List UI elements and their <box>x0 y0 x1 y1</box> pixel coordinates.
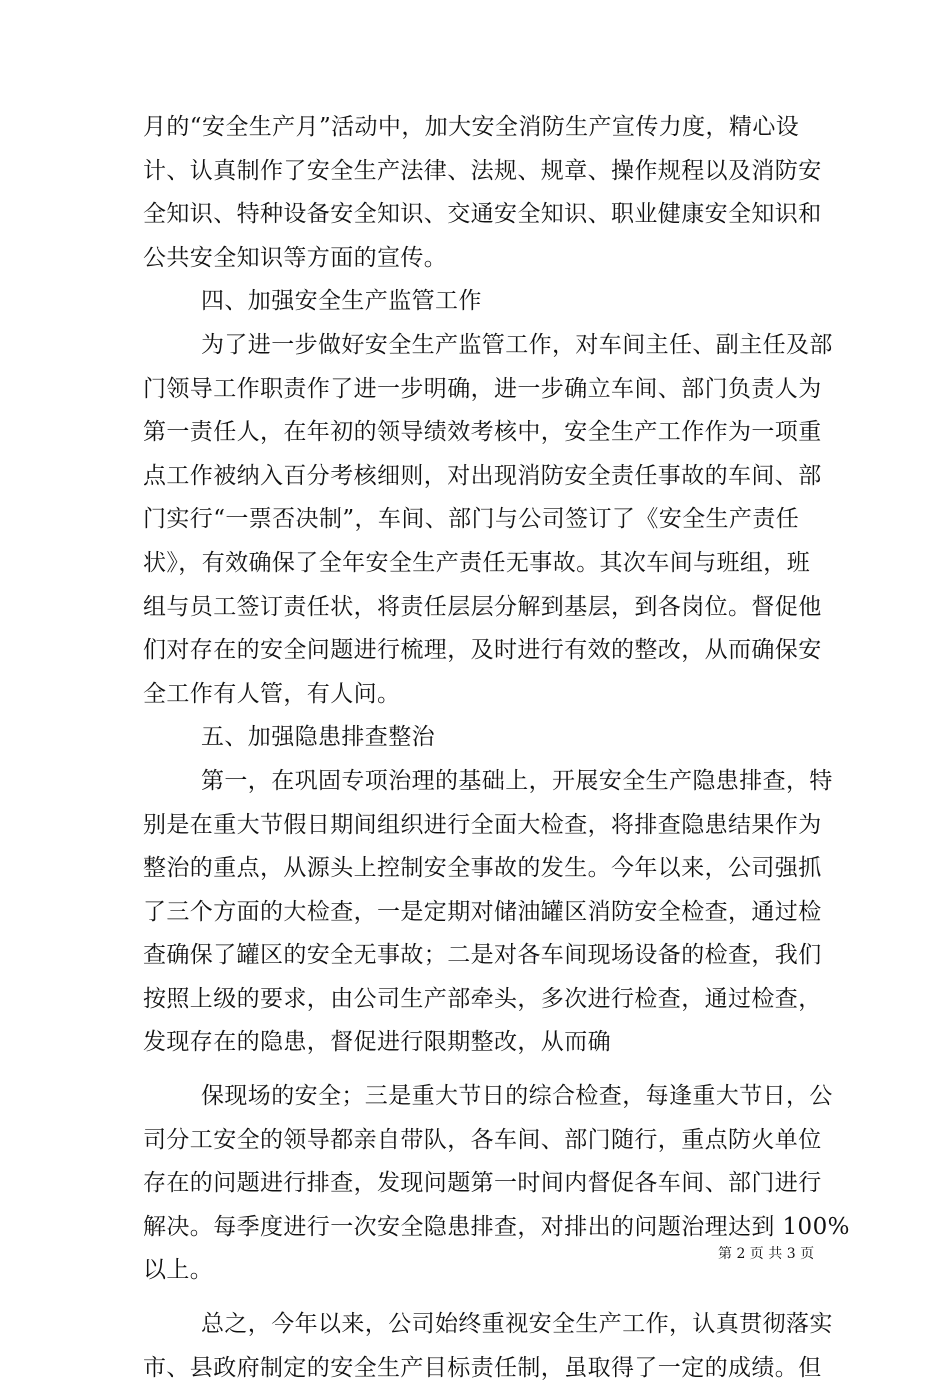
text-line: 们对存在的安全问题进行梳理，及时进行有效的整改，从而确保安 <box>143 637 822 664</box>
text-line: 保现场的安全；三是重大节日的综合检查，每逢重大节日，公 <box>201 1083 833 1110</box>
text-line: 别是在重大节假日期间组织进行全面大检查，将排查隐患结果作为 <box>143 811 822 838</box>
paragraph-publicity <box>143 106 822 280</box>
document-body <box>143 106 850 1390</box>
text-line: 以上。 <box>143 1257 214 1284</box>
text-line: 为了进一步做好安全生产监管工作，对车间主任、副主任及部 <box>201 331 833 358</box>
paragraph-gap <box>143 1065 808 1075</box>
text-line: 公共安全知识等方面的宣传。 <box>143 244 448 271</box>
section-heading-4: 四、加强安全生产监管工作 <box>201 288 482 315</box>
text-line: 计、认真制作了安全生产法律、法规、规章、操作规程以及消防安 <box>143 157 822 184</box>
text-line: 状》，有效确保了全年安全生产责任无事故。其次车间与班组，班 <box>143 549 811 576</box>
text-line: 第一责任人，在年初的领导绩效考核中，安全生产工作作为一项重 <box>143 419 822 446</box>
text-line: 总之，今年以来，公司始终重视安全生产工作，认真贯彻落实 <box>201 1311 833 1338</box>
text-line: 按照上级的要求，由公司生产部牵头，多次进行检查，通过检查， <box>143 985 822 1012</box>
text-line: 解决。每季度进行一次安全隐患排查，对排出的问题治理达到 100% <box>143 1213 850 1240</box>
text-line: 月的“安全生产月”活动中，加大安全消防生产宣传力度，精心设 <box>143 114 800 140</box>
text-line: 门领导工作职责作了进一步明确，进一步确立车间、部门负责人为 <box>143 375 822 402</box>
text-line: 市、县政府制定的安全生产目标责任制，虽取得了一定的成绩。但 <box>143 1354 822 1381</box>
text-line: 组与员工签订责任状，将责任层层分解到基层，到各岗位。督促他 <box>143 593 822 620</box>
text-line: 第一，在巩固专项治理的基础上，开展安全生产隐患排查，特 <box>201 767 833 794</box>
text-line: 发现存在的隐患，督促进行限期整改，从而确 <box>143 1029 611 1056</box>
text-line: 全工作有人管，有人问。 <box>143 680 401 707</box>
text-line: 全知识、特种设备安全知识、交通安全知识、职业健康安全知识和 <box>143 201 822 228</box>
text-line: 存在的问题进行排查，发现问题第一时间内督促各车间、部门进行 <box>143 1170 822 1197</box>
page-number: 第 2 页 共 3 页 <box>718 1246 815 1262</box>
paragraph-supervision <box>143 324 833 716</box>
text-line: 点工作被纳入百分考核细则，对出现消防安全责任事故的车间、部 <box>143 462 822 489</box>
paragraph-holiday-check <box>143 1075 850 1293</box>
paragraph-gap <box>143 1293 808 1303</box>
text-line: 司分工安全的领导都亲自带队，各车间、部门随行，重点防火单位 <box>143 1126 822 1153</box>
text-line: 了三个方面的大检查，一是定期对储油罐区消防安全检查，通过检 <box>143 898 822 925</box>
paragraph-inspection <box>143 760 833 1065</box>
text-line: 整治的重点，从源头上控制安全事故的发生。今年以来，公司强抓 <box>143 855 822 882</box>
text-line: 门实行“一票否决制”，车间、部门与公司签订了《安全生产责任 <box>143 506 800 533</box>
paragraph-summary <box>143 1303 833 1390</box>
section-heading-5: 五、加强隐患排查整治 <box>201 724 435 751</box>
text-line: 查确保了罐区的安全无事故；二是对各车间现场设备的检查，我们 <box>143 942 822 969</box>
